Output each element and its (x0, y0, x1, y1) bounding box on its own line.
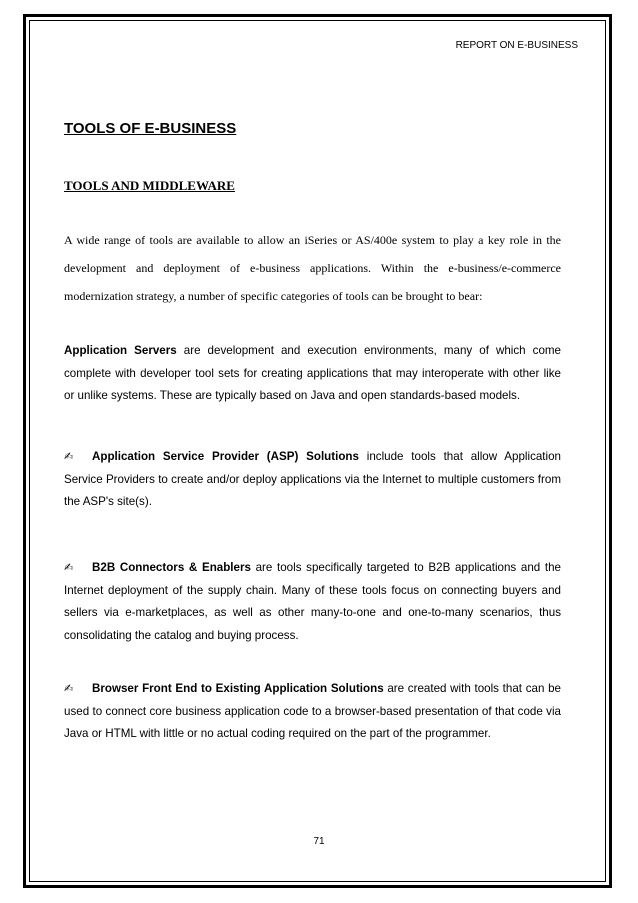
running-header: REPORT ON E-BUSINESS (455, 40, 578, 51)
bullet-term-browser: Browser Front End to Existing Application Solutions (92, 682, 384, 695)
bullet-term-asp: Application Service Provider (ASP) Solutions (92, 450, 359, 463)
bullet-term-b2b: B2B Connectors & Enablers (92, 561, 251, 574)
writing-hand-icon: ✍ (64, 682, 74, 695)
application-servers-term: Application Servers (64, 344, 177, 357)
page-number: 71 (313, 836, 325, 847)
bullet-item-browser (64, 678, 561, 746)
bullet-text-browser: are created with tools that can be used to connect core business application code to a browser-based presentation of that code via Java or HTML with little or no actual coding required on the part of the programmer. (64, 682, 561, 740)
bullet-text-asp: include tools that allow Application Service Providers to create and/or deploy applications via the Internet to multiple customers from the ASP's site(s). (64, 450, 562, 508)
section-title: TOOLS AND MIDDLEWARE (64, 178, 235, 193)
writing-hand-icon: ✍ (64, 561, 74, 574)
application-servers-text: are development and execution environments, many of which come complete with developer tool sets for creating applications that may interoperate with other like or unlike systems. These are typically based on Java and open standards-based models. (64, 344, 562, 402)
intro-paragraph: A wide range of tools are available to allow an iSeries or AS/400e system to play a key role in the development and deployment of e-business applications. Within the e-business/e-commerce modernization strategy, a number of specific categories of tools can be brought to bear: (64, 233, 561, 303)
page-title: TOOLS OF E-BUSINESS (64, 120, 237, 137)
writing-hand-icon: ✍ (64, 450, 74, 463)
bullet-item-asp (64, 446, 561, 514)
bullet-item-b2b (64, 557, 561, 647)
application-servers-paragraph (64, 340, 561, 408)
bullet-text-b2b: are tools specifically targeted to B2B applications and the Internet deployment of the supply chain. Many of these tools focus on connecting buyers and sellers via e-marketplaces, as well as other many-to-one and one-to-many scenarios, thus consolidating the catalog and buying process. (64, 561, 561, 642)
